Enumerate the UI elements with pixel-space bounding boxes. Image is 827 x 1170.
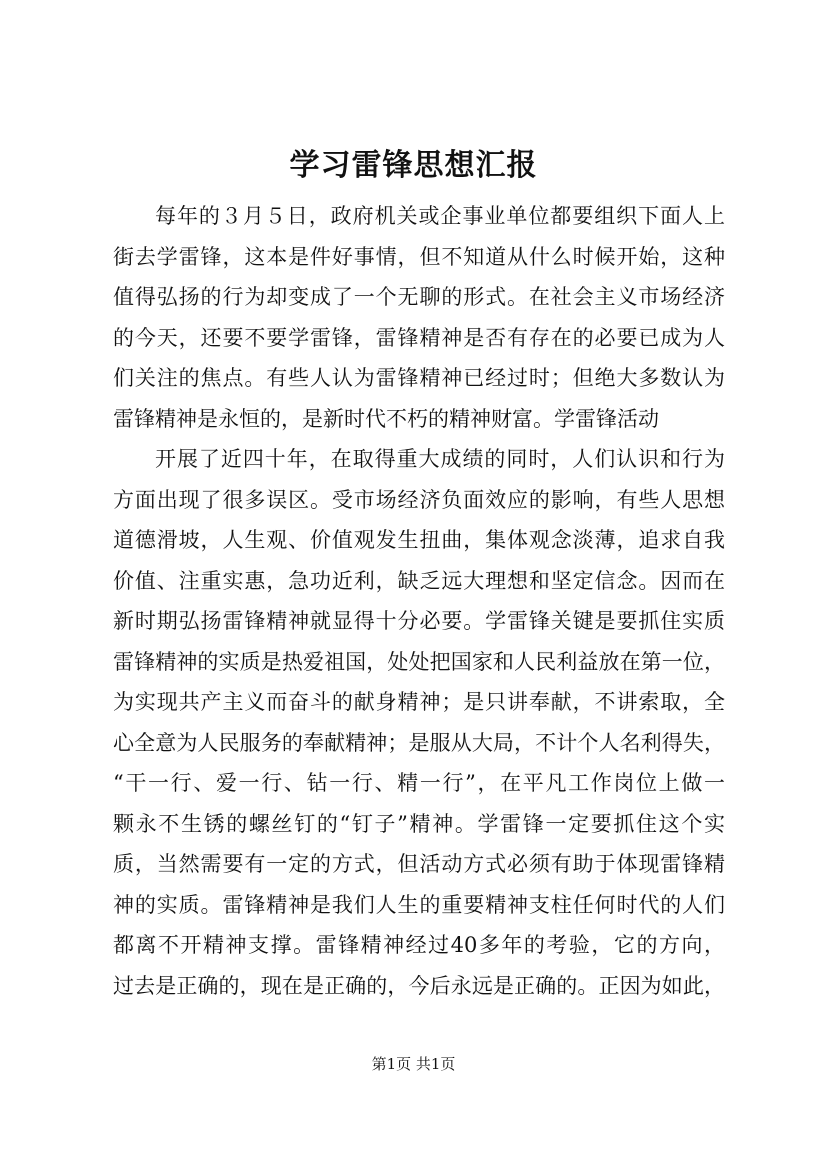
text-line: 雷锋精神是永恒的，是新时代不朽的精神财富。学雷锋活动 (113, 406, 659, 431)
text-line: 为实现共产主义而奋斗的献身精神；是只讲奉献，不讲索取，全 (113, 690, 725, 714)
paragraph-2 (113, 439, 725, 1006)
text-line: 每年的３月５日，政府机关或企事业单位都要组织下面人上 (155, 204, 725, 228)
text-line: 雷锋精神的实质是热爱祖国，处处把国家和人民利益放在第一位， (113, 649, 725, 674)
text-line: 值得弘扬的行为却变成了一个无聊的形式。在社会主义市场经济 (113, 285, 725, 309)
text-line: 质，当然需要有一定的方式，但活动方式必须有助于体现雷锋精 (113, 852, 725, 876)
document-body (113, 196, 725, 1006)
text-line: 们关注的焦点。有些人认为雷锋精神已经过时；但绝大多数认为 (113, 366, 725, 390)
text-line: “干一行、爱一行、钻一行、精一行”，在平凡工作岗位上做一 (113, 771, 725, 795)
text-line: 都离不开精神支撑。雷锋精神经过40多年的考验，它的方向， (113, 933, 725, 957)
text-line: 价值、注重实惠，急功近利，缺乏远大理想和坚定信念。因而在 (113, 568, 725, 593)
text-line: 的今天，还要不要学雷锋，雷锋精神是否有存在的必要已成为人 (113, 325, 725, 350)
document-title: 学习雷锋思想汇报 (289, 148, 538, 183)
text-line: 过去是正确的，现在是正确的，今后永远是正确的。正因为如此， (113, 973, 725, 998)
text-line: 心全意为人民服务的奉献精神；是服从大局，不计个人名利得失， (113, 730, 725, 755)
text-line: 街去学雷锋，这本是件好事情，但不知道从什么时候开始，这种 (113, 244, 725, 269)
text-line: 新时期弘扬雷锋精神就显得十分必要。学雷锋关键是要抓住实质 (113, 609, 725, 633)
text-line: 颗永不生锈的螺丝钉的“钉子”精神。学雷锋一定要抓住这个实 (113, 811, 725, 836)
text-line: 神的实质。雷锋精神是我们人生的重要精神支柱任何时代的人们 (113, 892, 725, 917)
text-line: 开展了近四十年，在取得重大成绩的同时，人们认识和行为 (155, 447, 725, 471)
text-line: 道德滑坡，人生观、价值观发生扭曲，集体观念淡薄，追求自我 (113, 528, 725, 552)
page-footer: 第1页 共1页 (371, 1055, 456, 1073)
text-line: 方面出现了很多误区。受市场经济负面效应的影响，有些人思想 (113, 487, 725, 512)
paragraph-1 (113, 196, 725, 439)
